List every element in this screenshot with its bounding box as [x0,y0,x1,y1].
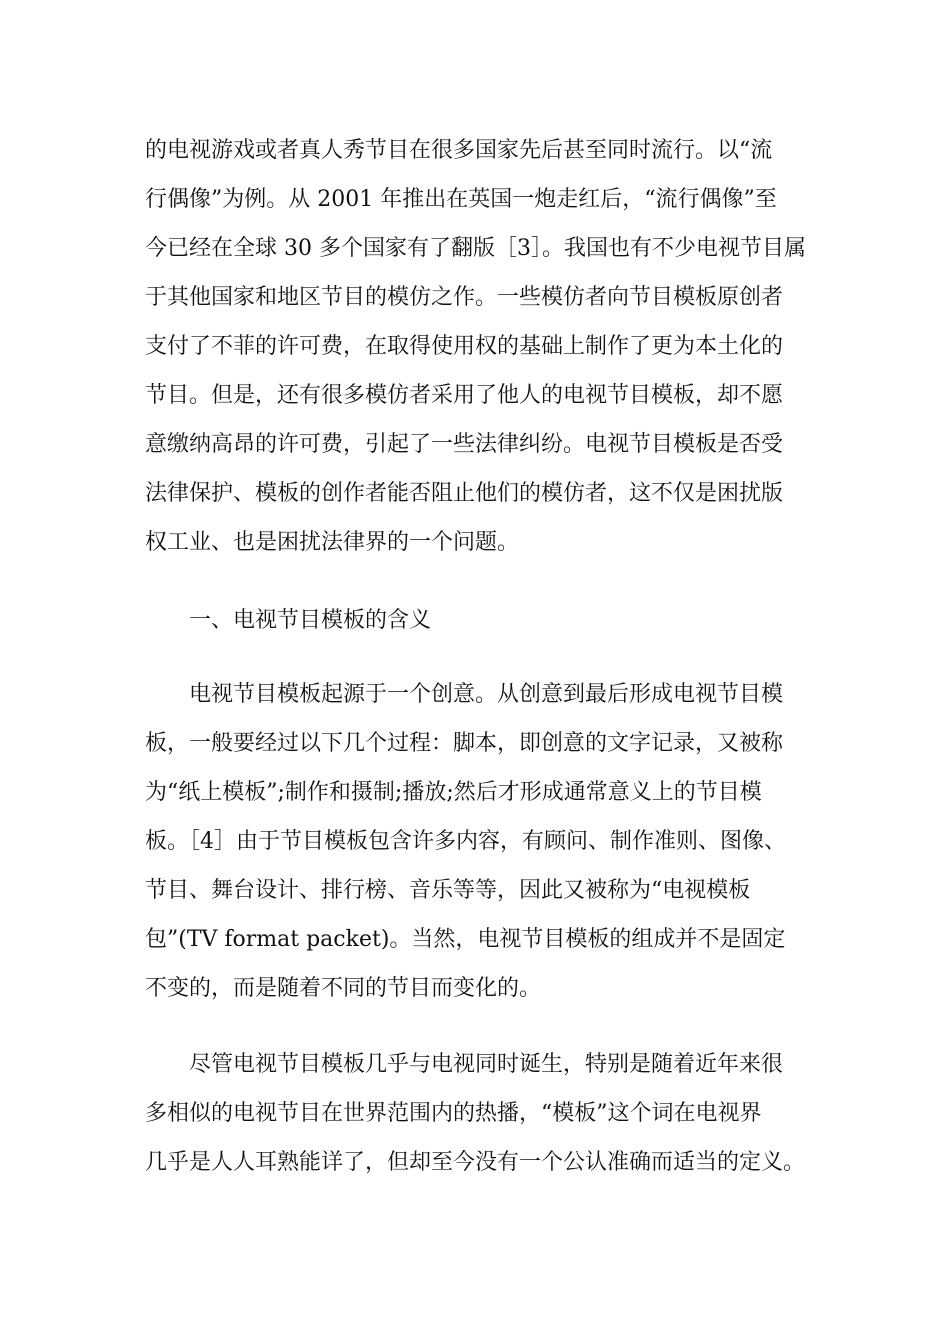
paragraph-line: 今已经在全球 30 多个国家有了翻版［3］。我国也有不少电视节目属 [145,236,806,261]
paragraph-2 [145,670,810,1013]
paragraph-line: 板，一般要经过以下几个过程：脚本，即创意的文字记录，又被称 [145,731,784,756]
paragraph-line: 权工业、也是困扰法律界的一个问题。 [145,530,520,555]
paragraph-line: 尽管电视节目模板几乎与电视同时诞生，特别是随着近年来很 [189,1052,784,1077]
paragraph-1 [145,126,810,567]
paragraph-line: 节目、舞台设计、排行榜、音乐等等，因此又被称为“电视模板 [145,878,751,903]
paragraph-line: 不变的，而是随着不同的节目而变化的。 [145,976,542,1001]
paragraph-line: 节目。但是，还有很多模仿者采用了他人的电视节目模板，却不愿 [145,383,784,408]
paragraph-line: 支付了不菲的许可费，在取得使用权的基础上制作了更为本土化的 [145,334,784,359]
paragraph-line: 几乎是人人耳熟能详了，但却至今没有一个公认准确而适当的定义。 [145,1150,806,1175]
paragraph-line: 为“纸上模板”;制作和摄制;播放;然后才形成通常意义上的节目模 [145,780,762,805]
section-heading-block [145,596,810,645]
paragraph-line: 意缴纳高昂的许可费，引起了一些法律纠纷。电视节目模板是否受 [145,432,784,457]
paragraph-line: 多相似的电视节目在世界范围内的热播，“模板”这个词在电视界 [145,1101,762,1126]
paragraph-line: 于其他国家和地区节目的模仿之作。一些模仿者向节目模板原创者 [145,285,784,310]
paragraph-line: 包”(TV format packet)。当然，电视节目模板的组成并不是固定 [145,927,786,952]
paragraph-line: 法律保护、模板的创作者能否阻止他们的模仿者，这不仅是困扰版 [145,481,784,506]
paragraph-line: 的电视游戏或者真人秀节目在很多国家先后甚至同时流行。以“流 [145,138,773,163]
paragraph-line: 电视节目模板起源于一个创意。从创意到最后形成电视节目模 [189,682,784,707]
paragraph-line: 行偶像”为例。从 2001 年推出在英国一炮走红后，“流行偶像”至 [145,187,777,212]
paragraph-line: 板。［4］由于节目模板包含许多内容，有顾问、制作准则、图像、 [145,829,786,854]
paragraph-3 [145,1040,810,1187]
section-heading: 一、电视节目模板的含义 [189,608,432,633]
